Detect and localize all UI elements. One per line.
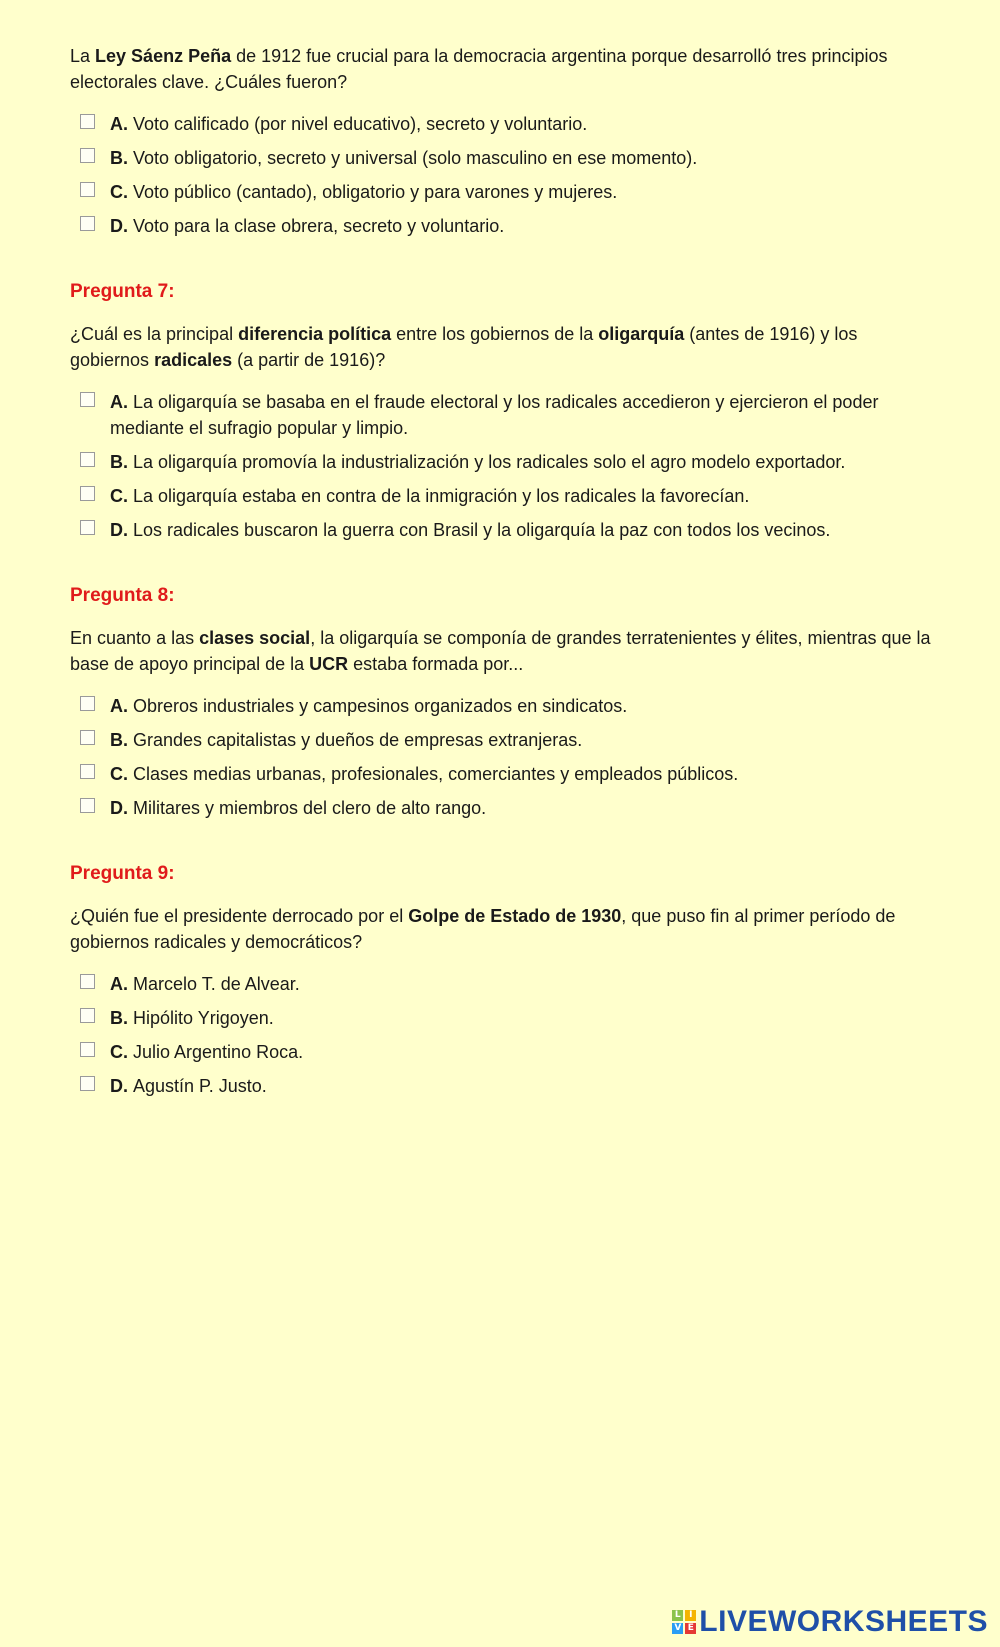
question-text-emphasis: diferencia política	[238, 324, 392, 344]
answer-text: Voto público (cantado), obligatorio y para varones y mujeres.	[133, 182, 618, 202]
answer-letter: C.	[110, 764, 128, 784]
answer-option-body	[110, 111, 940, 137]
answer-text: Grandes capitalistas y dueños de empresas extranjeras.	[133, 730, 583, 750]
question-text-segment: La	[70, 46, 96, 66]
answer-option-body	[110, 795, 940, 821]
answer-text: Agustín P. Justo.	[133, 1076, 267, 1096]
logo-tile-v: V	[672, 1623, 683, 1634]
answer-options	[70, 971, 940, 1099]
question-title: Pregunta 9:	[70, 863, 175, 884]
answer-option-body	[110, 179, 940, 205]
answer-option-body	[110, 1039, 940, 1065]
question-title: Pregunta 7:	[70, 281, 175, 302]
answer-option-body	[110, 517, 940, 543]
answer-letter: C.	[110, 182, 128, 202]
question-block-q8	[70, 583, 940, 821]
question-text-segment: , que puso fin al primer período de gobiernos radicales y democráticos?	[70, 906, 896, 952]
question-text	[70, 625, 940, 677]
answer-option[interactable]	[70, 971, 940, 997]
worksheet	[70, 43, 940, 1139]
answer-letter: B.	[110, 730, 128, 750]
answer-text: Clases medias urbanas, profesionales, comerciantes y empleados públicos.	[133, 764, 739, 784]
answer-letter: B.	[110, 1008, 128, 1028]
answer-letter: B.	[110, 452, 128, 472]
answer-letter: A.	[110, 696, 128, 716]
question-text-segment: ¿Quién fue el presidente derrocado por el	[70, 906, 409, 926]
answer-option-body	[110, 145, 940, 171]
answer-letter: B.	[110, 148, 128, 168]
answer-option[interactable]	[70, 1039, 940, 1065]
answer-text: Voto obligatorio, secreto y universal (solo masculino en ese momento).	[133, 148, 698, 168]
liveworksheets-logo	[672, 1607, 988, 1637]
question-title: Pregunta 8:	[70, 585, 175, 606]
answer-letter: C.	[110, 486, 128, 506]
answer-text: Hipólito Yrigoyen.	[133, 1008, 274, 1028]
answer-options	[70, 111, 940, 239]
answer-text: Obreros industriales y campesinos organizados en sindicatos.	[133, 696, 628, 716]
question-text	[70, 321, 940, 373]
answer-checkbox[interactable]	[80, 182, 95, 197]
answer-option-body	[110, 727, 940, 753]
answer-option[interactable]	[70, 727, 940, 753]
question-text	[70, 43, 940, 95]
answer-text: Marcelo T. de Alvear.	[133, 974, 300, 994]
question-text-emphasis: radicales	[154, 350, 233, 370]
question-text-emphasis: Golpe de Estado de 1930	[408, 906, 622, 926]
answer-option-body	[110, 449, 940, 475]
answer-checkbox[interactable]	[80, 974, 95, 989]
answer-option[interactable]	[70, 693, 940, 719]
question-text-segment: estaba formada por...	[348, 654, 524, 674]
answer-checkbox[interactable]	[80, 764, 95, 779]
answer-checkbox[interactable]	[80, 696, 95, 711]
answer-checkbox[interactable]	[80, 1076, 95, 1091]
answer-checkbox[interactable]	[80, 452, 95, 467]
question-text-segment: En cuanto a las	[70, 628, 200, 648]
answer-checkbox[interactable]	[80, 520, 95, 535]
answer-letter: C.	[110, 1042, 128, 1062]
question-text-segment: (antes de 1916) y los gobiernos	[70, 324, 858, 370]
answer-option-body	[110, 389, 940, 441]
question-text-emphasis: Ley Sáenz Peña	[95, 46, 232, 66]
answer-option[interactable]	[70, 213, 940, 239]
answer-letter: D.	[110, 1076, 128, 1096]
liveworksheets-logo-icon	[672, 1610, 696, 1634]
answer-options	[70, 389, 940, 543]
answer-option-body	[110, 761, 940, 787]
answer-letter: A.	[110, 392, 128, 412]
answer-option[interactable]	[70, 111, 940, 137]
answer-checkbox[interactable]	[80, 216, 95, 231]
answer-text: La oligarquía promovía la industrialización y los radicales solo el agro modelo exportador.	[133, 452, 846, 472]
answer-option[interactable]	[70, 517, 940, 543]
answer-text: Voto para la clase obrera, secreto y voluntario.	[133, 216, 505, 236]
answer-option-body	[110, 1005, 940, 1031]
logo-tile-i: I	[685, 1610, 696, 1621]
question-text-emphasis: UCR	[309, 654, 349, 674]
question-block-q6	[70, 43, 940, 239]
answer-text: La oligarquía se basaba en el fraude electoral y los radicales accedieron y ejercieron el poder mediante el sufragio popular y limpio.	[110, 392, 879, 438]
answer-option-body	[110, 693, 940, 719]
question-text-segment: entre los gobiernos de la	[391, 324, 599, 344]
answer-text: Militares y miembros del clero de alto rango.	[133, 798, 487, 818]
question-block-q7	[70, 279, 940, 543]
logo-tile-l: L	[672, 1610, 683, 1621]
answer-checkbox[interactable]	[80, 1008, 95, 1023]
answer-option[interactable]	[70, 179, 940, 205]
answer-option[interactable]	[70, 145, 940, 171]
question-text-segment: ¿Cuál es la principal	[70, 324, 239, 344]
answer-checkbox[interactable]	[80, 1042, 95, 1057]
answer-checkbox[interactable]	[80, 486, 95, 501]
answer-text: Los radicales buscaron la guerra con Brasil y la oligarquía la paz con todos los vecinos.	[133, 520, 831, 540]
question-text-emphasis: clases social	[199, 628, 311, 648]
answer-checkbox[interactable]	[80, 148, 95, 163]
answer-option[interactable]	[70, 1005, 940, 1031]
question-text-emphasis: oligarquía	[598, 324, 685, 344]
answer-text: Voto calificado (por nivel educativo), secreto y voluntario.	[133, 114, 588, 134]
question-text-segment: , la oligarquía se componía de grandes terratenientes y élites, mientras que la base de apoyo principal de la	[70, 628, 931, 674]
answer-options	[70, 693, 940, 821]
logo-tile-e: E	[685, 1623, 696, 1634]
answer-text: Julio Argentino Roca.	[133, 1042, 304, 1062]
answer-checkbox[interactable]	[80, 730, 95, 745]
question-block-q9	[70, 861, 940, 1099]
answer-letter: D.	[110, 798, 128, 818]
answer-checkbox[interactable]	[80, 798, 95, 813]
answer-option[interactable]	[70, 449, 940, 475]
answer-option[interactable]	[70, 389, 940, 441]
answer-option-body	[110, 483, 940, 509]
answer-letter: A.	[110, 114, 128, 134]
answer-option-body	[110, 1073, 940, 1099]
answer-letter: D.	[110, 520, 128, 540]
answer-option[interactable]	[70, 1073, 940, 1099]
answer-checkbox[interactable]	[80, 392, 95, 407]
answer-option[interactable]	[70, 795, 940, 821]
logo-text: LIVEWORKSHEETS	[699, 1605, 988, 1638]
answer-option[interactable]	[70, 483, 940, 509]
answer-option-body	[110, 971, 940, 997]
question-text	[70, 903, 940, 955]
question-text-segment: de 1912 fue crucial para la democracia argentina porque desarrolló tres principios electorales clave. ¿Cuáles fueron?	[70, 46, 888, 92]
answer-letter: D.	[110, 216, 128, 236]
answer-letter: A.	[110, 974, 128, 994]
answer-option-body	[110, 213, 940, 239]
answer-text: La oligarquía estaba en contra de la inmigración y los radicales la favorecían.	[133, 486, 750, 506]
answer-option[interactable]	[70, 761, 940, 787]
answer-checkbox[interactable]	[80, 114, 95, 129]
question-text-segment: (a partir de 1916)?	[232, 350, 386, 370]
